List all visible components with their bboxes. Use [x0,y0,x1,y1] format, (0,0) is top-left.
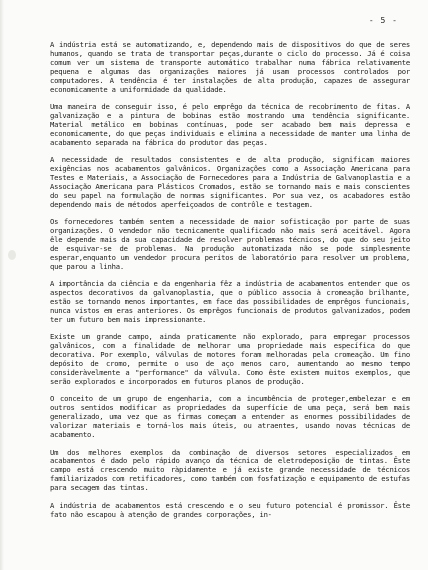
paragraph-suppliers: Os fornecedores também sentem a necessidade de maior sofisticação por parte de suas organizações. O vendedor não tecnicamente qualificado não mais será aceitável. Agora êle depende mais da sua capacidade de resolver problemas técnicos, do que do seu jeito de esquivar-se de problemas. Na produção automatizada não se pode simplesmente esperar,enquanto um vendedor procura peritos de laboratório para resolver um problema, que parou a linha. [50,217,410,271]
paragraph-engineering-group: O conceito de um grupo de engenharia, com a incumbência de proteger,embelezar e em outros sentidos modificar as propriedades da superfície de uma peça, será bem mais generalizado, uma vez que as firmas começam a entender as enormes possibilidades de valorizar materiais e torná-los mais úteis, ou atraentes, usando novas técnicas de acabamento. [50,394,410,439]
scan-artifact-mark [8,250,16,260]
paragraph-unexplored-field: Existe um grande campo, ainda praticamente não explorado, para empregar processos galvânicos, com a finalidade de melhorar uma propriedade mais específica do que decorativa. Por exemplo, válvulas de motores foram melhoradas pela cromeação. Um fino depósito de cromo, permite o uso de aço menos caro, aumentando ao mesmo tempo consideràvelmente a "performance" da válvula. Como êste existem muitos exemplos, que serão explorados e incorporados em futuros planos de produção. [50,332,410,386]
paragraph-industry-growth: A indústria de acabamentos está crescendo e o seu futuro potencial é promissor. Êste fato não escapou à atenção de grandes corporações, in- [50,500,410,519]
paragraph-coil-coating: Uma maneira de conseguir isso, é pelo emprêgo da técnica de recobrimento de fitas. A galvanização e a pintura de bobinas estão mostrando uma tendência significante. Material metálico em bobinas contínuas, pode ser acabado bem mais depressa e economicamente, do que peças individuais e elimina a necessidade de manter uma linha de acabamento separada na fábrica do produtor das peças. [50,102,410,147]
paragraph-science-engineering: A importância da ciência e da engenharia fêz a indústria de acabamentos entender que os aspectos decorativos da galvanoplastia, que o público associa à cromeação brilhante, estão se tornando menos importantes, em face das possibilidades de emprêgos funcionais, nunca vistos em eras anteriores. Os emprêgos funcionais de produtos galvanizados, podem ter um futuro bem mais impressionante. [50,279,410,324]
page-edge-shadow [0,0,4,570]
paragraph-electrodeposition: Um dos melhores exemplos da combinação de diversos setores especializados em acabamentos é dado pelo rápido avanço da técnica de eletrodeposição de tintas. Êste campo está crescendo muito ràpidamente e já existe grande necessidade de técnicos familiarizados com retificadores, como também com fosfatização e equipamento de estufas para secagem das tintas. [50,447,410,493]
page-number: - 5 - [368,16,398,25]
paragraph-standards: A necessidade de resultados consistentes e de alta produção, significam maiores exigências nos acabamentos galvânicos. Organizações como a Associação Americana para Testes e Materiais, a Associação de Fornecedores para a Indústria de Galvanoplastia e a Associação Americana para Plásticos Cromados, estão se tornando mais e mais conscientes do seu papel na formulação de normas significantes. Por sua vez, os acabadores estão dependendo mais de métodos aperfeiçoados de contrôle e testagem. [50,155,410,209]
document-body [50,41,410,527]
paragraph-automation: A indústria está se automatizando, e, dependendo mais de dispositivos do que de seres humanos, quando se trata de transportar peças,durante o ciclo do processo. Já é coisa comum ver um sistema de transporte automático trabalhar numa fábrica relativamente pequena e algumas das organizações maiores já usam processos controlados por computadores. A tendência é ter instalações de alta produção, capazes de assegurar economicamente a uniformidade da qualidade. [50,40,410,94]
